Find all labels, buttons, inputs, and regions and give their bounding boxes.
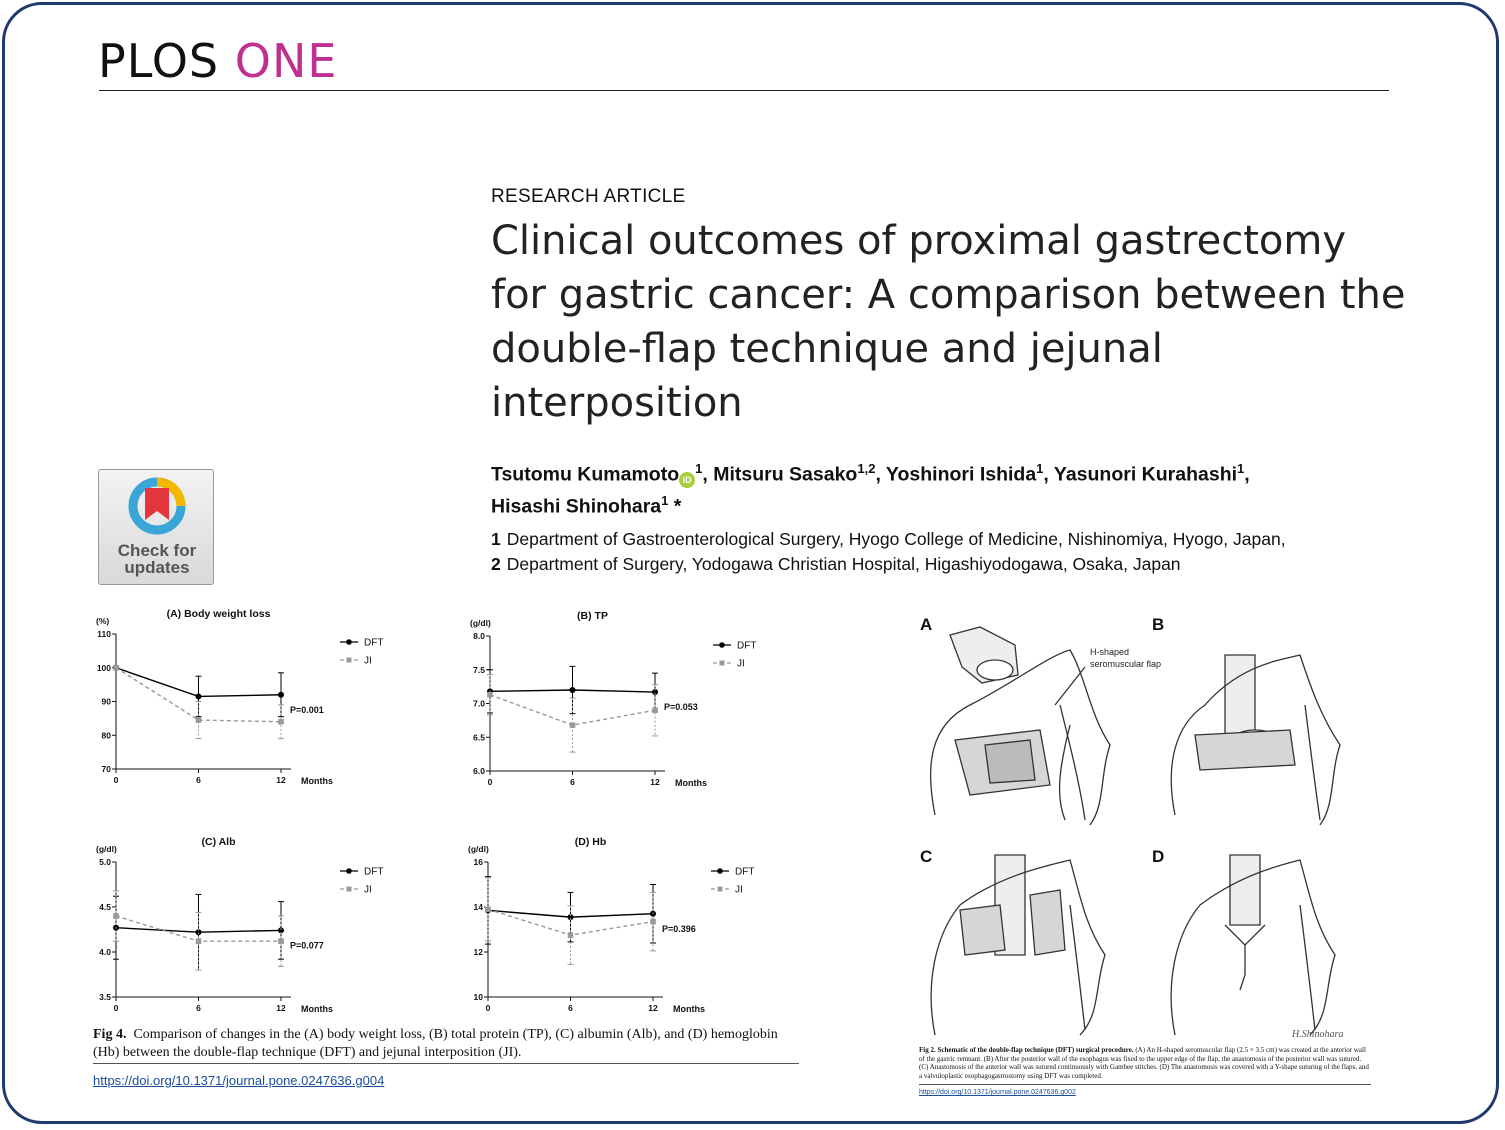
legend-marker (346, 639, 352, 645)
data-point-ji (278, 719, 284, 725)
drawing-panel-c (931, 855, 1105, 1035)
illustrator-signature: H.Shinohara (1292, 1029, 1344, 1040)
legend-marker (719, 642, 725, 648)
fig2-surgical-drawings (910, 605, 1380, 1045)
check-for-updates-badge[interactable] (98, 469, 214, 585)
chart-panel-1 (96, 608, 383, 786)
y-tick-label: 3.5 (99, 992, 111, 1002)
badge-line-1: Check for (117, 541, 197, 560)
y-tick-label: 7.5 (473, 664, 485, 675)
x-tick-label: 0 (487, 777, 493, 787)
legend-label: JI (735, 884, 743, 896)
chart-title: (C) Alb (201, 836, 236, 848)
chart-title: (A) Body weight loss (166, 608, 271, 620)
corresponding-mark: * (673, 495, 682, 517)
data-point-ji (650, 919, 656, 925)
x-tick-label: 6 (568, 1003, 573, 1013)
panel-label-b: B (1152, 615, 1165, 634)
y-tick-label: 14 (473, 902, 483, 912)
affiliation-2 (491, 554, 1181, 575)
panel-label-a: A (920, 615, 933, 634)
y-axis-label: (g/dl) (468, 844, 489, 854)
author-name[interactable]: Yoshinori Ishida (885, 463, 1037, 486)
y-tick-label: 12 (473, 947, 483, 957)
badge-text (99, 542, 215, 576)
data-point-ji (196, 717, 202, 723)
fig4-caption (93, 1026, 799, 1062)
data-point-dft (278, 692, 284, 698)
legend-marker (720, 661, 725, 666)
journal-logo (98, 34, 337, 88)
chart-title: (D) Hb (574, 836, 607, 848)
legend-marker (347, 887, 352, 892)
x-tick-label: 12 (648, 1003, 658, 1013)
author-affil-sup: 1,2 (857, 461, 876, 476)
logo-plos: PLOS (98, 34, 220, 88)
y-axis-label: (%) (96, 616, 110, 626)
drawing-panel-b (1171, 655, 1340, 825)
y-tick-label: 4.5 (99, 902, 111, 912)
p-value-label: P=0.053 (664, 702, 698, 713)
x-axis-label: Months (673, 1004, 705, 1014)
flap-annotation-2: seromuscular flap (1090, 659, 1162, 669)
y-axis-label: (g/dl) (470, 618, 491, 628)
data-point-ji (568, 932, 574, 938)
bookmark-check-icon (127, 476, 187, 536)
badge-line-2: updates (124, 558, 190, 577)
legend-marker (717, 868, 723, 874)
author-name[interactable]: Hisashi Shinohara (491, 495, 662, 517)
x-tick-label: 12 (276, 775, 286, 785)
drawing-panel-a (931, 627, 1161, 825)
fig2-rule (919, 1084, 1371, 1085)
fig2-caption-text: (A) An H-shaped seromuscular flap (2.5 × 3.5 cm) was created at the anterior wall of the gastric remnant. (B) After the posterior wall of the esophagus was fixed to the upper edge of the flap, the anastomosis of the posterior wall was sutured. (C) Anastomosis of the anterior wall was sutured continuously with Gambee stitches. (D) The anastomosis was covered with a Y-shape suturing of the flaps, and a valvuloplastic esophagogastrostomy using DFT was completed. (919, 1046, 1369, 1080)
data-point-ji (113, 913, 119, 919)
y-tick-label: 80 (101, 730, 111, 741)
legend-marker (346, 868, 352, 874)
chart-title: (B) TP (577, 610, 608, 622)
author-affil-sup: 1 (661, 492, 669, 508)
legend-label: JI (364, 655, 372, 667)
x-axis-label: Months (301, 1004, 333, 1014)
orcid-icon[interactable]: iD (679, 472, 695, 488)
author-name[interactable]: Mitsuru Sasako (713, 463, 858, 486)
data-point-ji (485, 906, 491, 912)
x-axis-label: Months (301, 776, 333, 786)
chart-panel-3 (96, 836, 383, 1014)
y-axis-label: (g/dl) (96, 844, 117, 854)
fig4-charts (80, 600, 840, 1030)
legend-label: DFT (364, 866, 384, 878)
header-rule (99, 90, 1389, 91)
x-axis-label: Months (675, 778, 707, 788)
author-affil-sup: 1 (1036, 461, 1044, 476)
y-tick-label: 90 (101, 696, 111, 707)
legend-marker (347, 658, 352, 663)
author-affil-sup: 1 (695, 461, 703, 476)
x-tick-label: 12 (276, 1003, 286, 1013)
p-value-label: P=0.396 (662, 923, 696, 934)
fig2-caption (919, 1046, 1371, 1080)
author-name[interactable]: Tsutomu Kumamoto (491, 463, 680, 486)
data-point-ji (487, 692, 493, 698)
y-tick-label: 10 (473, 992, 483, 1002)
panel-label-d: D (1152, 847, 1165, 866)
fig4-caption-label: Fig 4. (93, 1027, 127, 1042)
y-tick-label: 6.0 (473, 766, 485, 776)
chart-panel-4 (468, 836, 754, 1014)
data-point-dft (196, 693, 202, 699)
flap-annotation-1: H-shaped (1090, 647, 1130, 657)
legend-marker (718, 887, 723, 892)
x-tick-label: 6 (196, 1003, 201, 1013)
x-tick-label: 0 (113, 1003, 119, 1013)
affiliation-text: Department of Gastroenterological Surgery, Hyogo College of Medicine, Nishinomiya, Hyogo, Japan, (506, 529, 1286, 549)
chart-panel-2 (470, 610, 756, 788)
y-tick-label: 5.0 (99, 857, 111, 867)
fig2-caption-label: Fig 2. Schematic of the double-flap technique (DFT) surgical procedure. (919, 1046, 1134, 1054)
affiliation-number: 1 (491, 529, 501, 549)
x-tick-label: 0 (485, 1003, 491, 1013)
author-list: Tsutomu Kumamoto $iD^1$, Mitsuru Sasako$^{1,2}$, Yoshinori Ishida$^1$, Yasunori Kurahashi$^1$, Hisashi Shinohara$^1$ * (491, 461, 1250, 517)
fig2-doi-link[interactable]: https://doi.org/10.1371/journal.pone.0247636.g002 (919, 1089, 1076, 1096)
article-title: Clinical outcomes of proximal gastrectomy for gastric cancer: A comparison between the double-flap technique and jejunal interposition (491, 218, 1406, 426)
data-point-dft (570, 687, 576, 693)
x-tick-label: 12 (650, 777, 660, 787)
fig4-rule (93, 1063, 799, 1064)
y-tick-label: 16 (473, 857, 483, 867)
data-point-ji (196, 938, 202, 944)
data-point-ji (570, 722, 576, 728)
article-type: RESEARCH ARTICLE (491, 186, 686, 207)
x-tick-label: 0 (113, 775, 119, 785)
y-tick-label: 7.0 (473, 698, 485, 709)
drawing-panel-d (1171, 855, 1343, 1040)
y-tick-label: 8.0 (473, 631, 485, 641)
x-tick-label: 6 (196, 775, 201, 785)
y-tick-label: 70 (101, 764, 111, 774)
panel-label-c: C (920, 847, 933, 866)
p-value-label: P=0.077 (290, 940, 324, 951)
y-tick-label: 100 (96, 662, 111, 673)
legend-label: JI (737, 658, 745, 670)
legend-label: JI (364, 884, 372, 896)
y-tick-label: 110 (97, 629, 111, 639)
data-point-ji (113, 665, 119, 671)
p-value-label: P=0.001 (290, 704, 324, 715)
legend-label: DFT (735, 866, 755, 878)
data-point-ji (652, 707, 658, 713)
author-name[interactable]: Yasunori Kurahashi (1053, 463, 1238, 486)
fig4-doi-link[interactable]: https://doi.org/10.1371/journal.pone.0247636.g004 (93, 1073, 385, 1088)
fig4-caption-text: Comparison of changes in the (A) body weight loss, (B) total protein (TP), (C) albumin (Alb), and (D) hemoglobin (Hb) between the double-flap technique (DFT) and jejunal interposition (JI). (93, 1027, 778, 1060)
affiliation-number: 2 (491, 554, 501, 574)
x-tick-label: 6 (570, 777, 575, 787)
affiliation-1 (491, 529, 1286, 550)
y-tick-label: 6.5 (473, 732, 485, 743)
data-point-ji (278, 938, 284, 944)
affiliation-text: Department of Surgery, Yodogawa Christian Hospital, Higashiyodogawa, Osaka, Japan (506, 554, 1181, 574)
logo-one: ONE (234, 34, 338, 88)
legend-label: DFT (364, 637, 384, 649)
y-tick-label: 4.0 (99, 947, 111, 957)
author-affil-sup: 1 (1237, 461, 1245, 476)
legend-label: DFT (737, 640, 757, 652)
